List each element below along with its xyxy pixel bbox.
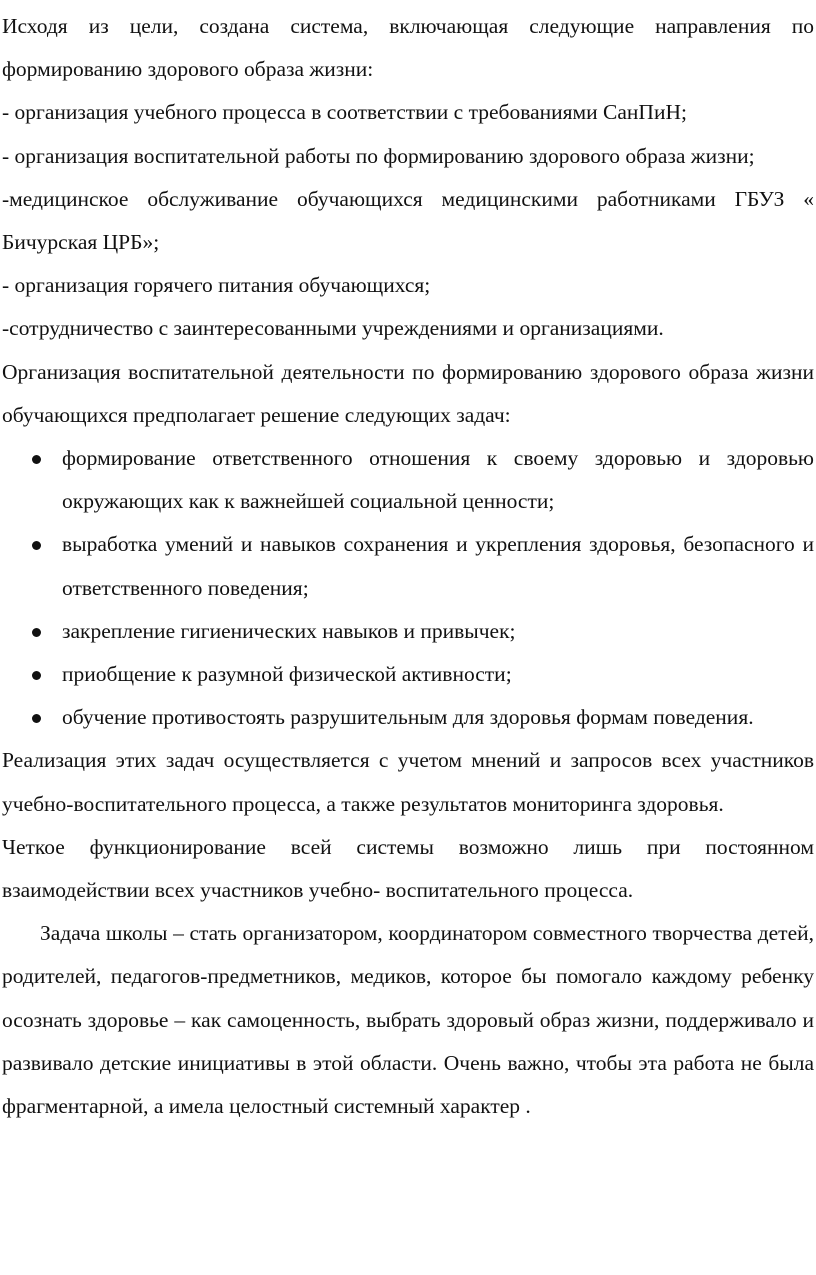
task-text: формирование ответственного отношения к своему здоровью и здоровью окружающих как к важнейшей социальной ценности; xyxy=(62,446,814,514)
bullet-icon xyxy=(32,628,41,637)
task-item xyxy=(2,696,814,739)
school-task-paragraph: Задача школы – стать организатором, координатором совместного творчества детей, родителей, педагогов-предметников, медиков, которое бы помогало каждому ребенку осознать здоровье – как самоценность, выбрать здоровый образ жизни, поддерживало и развивало детские инициативы в этой области. Очень важно, чтобы эта работа не была фрагментарной, а имела целостный системный характер . xyxy=(2,921,814,1119)
implementation-paragraph: Реализация этих задач осуществляется с учетом мнений и запросов всех участников учебно-воспитательного процесса, а также результатов мониторинга здоровья. xyxy=(2,748,814,816)
direction-item: - организация воспитательной работы по формированию здорового образа жизни; xyxy=(2,143,755,168)
tasks-intro-paragraph: Организация воспитательной деятельности по формированию здорового образа жизни обучающихся предполагает решение следующих задач: xyxy=(2,359,814,427)
bullet-icon xyxy=(32,455,41,464)
tasks-list xyxy=(2,437,814,739)
direction-item: - организация горячего питания обучающихся; xyxy=(2,273,431,298)
functioning-paragraph: Четкое функционирование всей системы возможно лишь при постоянном взаимодействии всех участников учебно- воспитательного процесса. xyxy=(2,834,814,903)
task-text: приобщение к разумной физической активности; xyxy=(62,662,512,687)
task-text: выработка умений и навыков сохранения и укрепления здоровья, безопасного и ответственного поведения; xyxy=(62,532,814,600)
bullet-icon xyxy=(32,541,41,550)
task-item xyxy=(2,437,814,523)
task-item xyxy=(2,523,814,609)
task-item xyxy=(2,610,814,653)
task-item xyxy=(2,653,814,696)
intro-paragraph: Исходя из цели, создана система, включающая следующие направления по формированию здорового образа жизни: xyxy=(2,14,814,82)
task-text: обучение противостоять разрушительным для здоровья формам поведения. xyxy=(62,705,754,730)
direction-item: - организация учебного процесса в соответствии с требованиями СанПиН; xyxy=(2,100,687,125)
bullet-icon xyxy=(32,671,41,680)
direction-item: -сотрудничество с заинтересованными учреждениями и организациями. xyxy=(2,316,664,341)
task-text: закрепление гигиенических навыков и привычек; xyxy=(62,618,516,643)
bullet-icon xyxy=(32,714,41,723)
direction-item: -медицинское обслуживание обучающихся медицинскими работниками ГБУЗ « Бичурская ЦРБ»; xyxy=(2,186,814,255)
